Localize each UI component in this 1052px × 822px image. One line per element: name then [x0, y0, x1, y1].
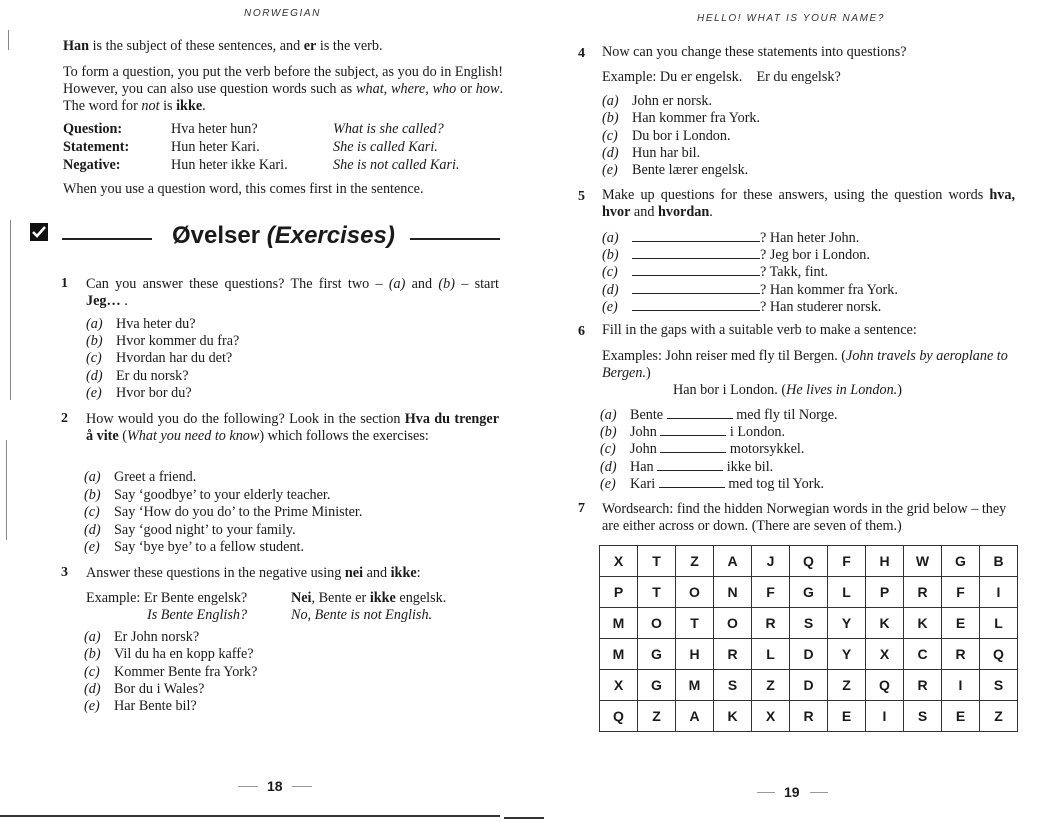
item-label: (d): [84, 680, 101, 697]
intro-paragraph-3: When you use a question word, this comes first in the sentence.: [63, 181, 424, 197]
grid-cell[interactable]: L: [828, 577, 866, 608]
grid-cell[interactable]: H: [676, 639, 714, 670]
list-item: (e) Hvor bor du?: [86, 384, 192, 401]
grid-cell[interactable]: W: [904, 546, 942, 577]
grid-cell[interactable]: Z: [676, 546, 714, 577]
grid-cell[interactable]: T: [638, 546, 676, 577]
exercise-7-number: 7: [578, 501, 585, 516]
grid-row: [600, 546, 1018, 577]
list-item: (e) Kari med tog til York.: [600, 475, 825, 492]
item-label: (b): [84, 486, 101, 503]
item-label: (c): [602, 264, 618, 281]
item-label: (e): [600, 475, 616, 492]
grid-cell[interactable]: F: [752, 577, 790, 608]
item-label: (d): [600, 458, 617, 475]
grid-cell[interactable]: N: [714, 577, 752, 608]
grid-cell[interactable]: G: [638, 670, 676, 701]
item-label: (b): [602, 247, 619, 264]
exercise-4-number: 4: [578, 46, 585, 61]
list-item: (d) Er du norsk?: [86, 367, 189, 384]
grid-cell[interactable]: S: [980, 670, 1018, 701]
section-title: Øvelser (Exercises): [172, 222, 395, 249]
item-label: (c): [84, 663, 100, 680]
grid-cell[interactable]: Z: [638, 701, 676, 732]
grid-cell[interactable]: C: [904, 639, 942, 670]
verb-blank[interactable]: [660, 440, 726, 453]
grid-cell[interactable]: X: [600, 670, 638, 701]
exercise-3-example-question: Example: Er Bente engelsk?: [86, 590, 248, 606]
answer-blank[interactable]: [632, 298, 760, 311]
grid-cell[interactable]: G: [790, 577, 828, 608]
grid-cell[interactable]: Z: [828, 670, 866, 701]
grid-cell[interactable]: R: [904, 670, 942, 701]
grid-cell[interactable]: X: [866, 639, 904, 670]
list-item: (a) ? Han heter John.: [602, 230, 860, 246]
grid-cell[interactable]: P: [600, 577, 638, 608]
grid-cell[interactable]: L: [980, 608, 1018, 639]
grid-cell[interactable]: Q: [790, 546, 828, 577]
exercise-3-example-answer: Nei, Bente er ikke engelsk.: [291, 590, 447, 606]
exercise-3-instruction: Answer these questions in the negative using nei and ikke:: [86, 565, 421, 581]
list-item: (b) Han kommer fra York.: [602, 110, 761, 127]
list-item: (b) ? Jeg bor i London.: [602, 247, 870, 264]
left-page-number: 18: [267, 778, 283, 794]
list-item: (c) Say ‘How do you do’ to the Prime Minister.: [84, 504, 363, 520]
grid-cell[interactable]: L: [752, 639, 790, 670]
grid-cell[interactable]: M: [676, 670, 714, 701]
grid-cell[interactable]: J: [752, 546, 790, 577]
grid-cell[interactable]: Y: [828, 639, 866, 670]
grid-row: [600, 608, 1018, 639]
grid-cell[interactable]: I: [866, 701, 904, 732]
answer-blank[interactable]: [632, 263, 760, 276]
grid-cell[interactable]: H: [866, 546, 904, 577]
grid-cell[interactable]: D: [790, 670, 828, 701]
margin-line: [8, 30, 9, 50]
list-item: (e) ? Han studerer norsk.: [602, 298, 882, 315]
list-item: (d) Bor du i Wales?: [84, 680, 205, 697]
right-running-header: HELLO! WHAT IS YOUR NAME?: [697, 13, 885, 24]
list-item: (b) Hvor kommer du fra?: [86, 333, 240, 350]
list-item: (a) Bente med fly til Norge.: [600, 407, 838, 423]
table-english: What is she called?: [333, 121, 444, 137]
item-label: (b): [84, 646, 101, 663]
item-label: (c): [600, 441, 616, 458]
item-label: (d): [84, 521, 101, 538]
grid-cell[interactable]: S: [714, 670, 752, 701]
item-label: (b): [600, 424, 617, 441]
grid-cell[interactable]: X: [752, 701, 790, 732]
list-item: (c) Hvordan har du det?: [86, 350, 233, 367]
left-running-header: NORWEGIAN: [244, 8, 321, 19]
list-item: (d) Say ‘good night’ to your family.: [84, 521, 296, 538]
page-dash: [810, 792, 828, 793]
item-label: (d): [602, 281, 619, 298]
grid-cell[interactable]: R: [904, 577, 942, 608]
table-english: She is not called Kari.: [333, 157, 460, 173]
margin-line: [6, 440, 7, 540]
grid-cell[interactable]: K: [714, 701, 752, 732]
list-item: (b) John i London.: [600, 424, 786, 441]
grid-cell[interactable]: Q: [600, 701, 638, 732]
list-item: (c) Kommer Bente fra York?: [84, 663, 258, 680]
item-label: (d): [602, 144, 619, 161]
table-label: Statement:: [63, 139, 130, 155]
grid-row: [600, 701, 1018, 732]
grid-cell[interactable]: I: [980, 577, 1018, 608]
verb-blank[interactable]: [657, 458, 723, 471]
exercise-7-instruction: Wordsearch: find the hidden Norwegian words in the grid below – they are either across or down. (There are seven of them.): [602, 501, 1007, 534]
intro-paragraph-2: To form a question, you put the verb before the subject, as you do in English! However, you can also use question words such as what, where, who or how. The word for not is ikke.: [63, 64, 503, 114]
bottom-edge: [504, 817, 544, 819]
grid-cell[interactable]: G: [638, 639, 676, 670]
margin-line: [10, 220, 11, 400]
exercise-2-number: 2: [61, 411, 68, 426]
grid-cell[interactable]: K: [904, 608, 942, 639]
table-label: Question:: [63, 121, 123, 137]
exercise-3-number: 3: [61, 565, 68, 580]
grid-cell[interactable]: R: [942, 639, 980, 670]
list-item: (c) Du bor i London.: [602, 127, 731, 144]
item-label: (a): [600, 407, 617, 423]
grid-cell[interactable]: S: [790, 608, 828, 639]
grid-cell[interactable]: A: [714, 546, 752, 577]
exercise-6-example-1: Examples: John reiser med fly til Bergen. (John travels by aeroplane to Bergen.): [602, 348, 1008, 381]
list-item: (d) Han ikke bil.: [600, 458, 774, 475]
grid-cell[interactable]: K: [866, 608, 904, 639]
grid-cell[interactable]: M: [600, 608, 638, 639]
grid-cell[interactable]: Q: [980, 639, 1018, 670]
grid-cell[interactable]: S: [904, 701, 942, 732]
page-dash: [292, 786, 312, 787]
checkmark-icon: [30, 223, 48, 241]
item-label: (e): [602, 298, 618, 315]
item-label: (c): [86, 350, 102, 367]
item-label: (c): [84, 504, 100, 520]
grid-cell[interactable]: O: [714, 608, 752, 639]
exercise-6-instruction: Fill in the gaps with a suitable verb to make a sentence:: [602, 322, 917, 338]
list-item: (e) Say ‘bye bye’ to a fellow student.: [84, 539, 305, 555]
exercise-1-instruction: Can you answer these questions? The first two – (a) and (b) – start Jeg… .: [86, 276, 499, 309]
exercise-1-number: 1: [61, 276, 68, 291]
table-norwegian: Hun heter Kari.: [171, 139, 260, 155]
grid-cell[interactable]: E: [828, 701, 866, 732]
item-label: (c): [602, 127, 618, 144]
exercise-5-number: 5: [578, 189, 585, 204]
item-label: (e): [84, 698, 100, 715]
list-item: (c) ? Takk, fint.: [602, 264, 829, 281]
grid-cell[interactable]: R: [752, 608, 790, 639]
item-label: (e): [602, 162, 618, 179]
verb-blank[interactable]: [660, 423, 726, 436]
grid-cell[interactable]: X: [600, 546, 638, 577]
table-label: Negative:: [63, 157, 121, 173]
grid-cell[interactable]: E: [942, 608, 980, 639]
verb-blank[interactable]: [659, 475, 725, 488]
grid-cell[interactable]: T: [676, 608, 714, 639]
list-item: (d) Hun har bil.: [602, 144, 701, 161]
grid-cell[interactable]: Y: [828, 608, 866, 639]
answer-blank[interactable]: [632, 281, 760, 294]
wordsearch-grid: [599, 545, 1018, 732]
list-item: (a) Hva heter du?: [86, 316, 196, 332]
grid-cell[interactable]: G: [942, 546, 980, 577]
title-rule-left: [62, 238, 152, 240]
grid-cell[interactable]: I: [942, 670, 980, 701]
title-rule-right: [410, 238, 500, 240]
page-dash: [757, 792, 775, 793]
grid-cell[interactable]: D: [790, 639, 828, 670]
item-label: (a): [86, 316, 103, 332]
grid-cell[interactable]: A: [676, 701, 714, 732]
item-label: (b): [86, 333, 103, 350]
list-item: (e) Har Bente bil?: [84, 698, 197, 715]
exercise-6-example-2: Han bor i London. (He lives in London.): [673, 382, 902, 398]
list-item: (d) ? Han kommer fra York.: [602, 281, 898, 298]
grid-cell[interactable]: M: [600, 639, 638, 670]
grid-cell[interactable]: F: [942, 577, 980, 608]
grid-cell[interactable]: Z: [980, 701, 1018, 732]
grid-cell[interactable]: O: [638, 608, 676, 639]
list-item: (a) John er norsk.: [602, 93, 712, 109]
item-label: (a): [84, 469, 101, 485]
grid-cell[interactable]: O: [676, 577, 714, 608]
grid-row: [600, 577, 1018, 608]
list-item: (a) Er John norsk?: [84, 629, 200, 645]
grid-row: [600, 639, 1018, 670]
grid-cell[interactable]: B: [980, 546, 1018, 577]
item-label: (e): [84, 539, 100, 555]
grid-cell[interactable]: Q: [866, 670, 904, 701]
item-label: (a): [84, 629, 101, 645]
list-item: (c) John motorsykkel.: [600, 441, 805, 458]
item-label: (a): [602, 93, 619, 109]
grid-row: [600, 670, 1018, 701]
page-dash: [238, 786, 258, 787]
exercise-5-instruction: Make up questions for these answers, using the question words hva, hvor and hvordan.: [602, 187, 1015, 220]
verb-blank[interactable]: [667, 406, 733, 419]
table-english: She is called Kari.: [333, 139, 438, 155]
grid-cell[interactable]: R: [714, 639, 752, 670]
table-norwegian: Hun heter ikke Kari.: [171, 157, 288, 173]
list-item: (b) Say ‘goodbye’ to your elderly teacher.: [84, 486, 331, 503]
answer-blank[interactable]: [632, 229, 760, 242]
answer-blank[interactable]: [632, 246, 760, 259]
list-item: (a) Greet a friend.: [84, 469, 197, 485]
grid-cell[interactable]: F: [828, 546, 866, 577]
grid-cell[interactable]: T: [638, 577, 676, 608]
grid-cell[interactable]: E: [942, 701, 980, 732]
list-item: (b) Vil du ha en kopp kaffe?: [84, 646, 254, 663]
exercise-3-example-answer-en: No, Bente is not English.: [291, 607, 433, 623]
intro-paragraph-1: Han is the subject of these sentences, and er is the verb.: [63, 38, 383, 54]
bottom-edge: [0, 815, 500, 817]
item-label: (b): [602, 110, 619, 127]
exercise-4-instruction: Now can you change these statements into questions?: [602, 44, 907, 60]
item-label: (a): [602, 230, 619, 246]
exercise-3-example-question-en: Is Bente English?: [147, 607, 248, 623]
grid-cell[interactable]: R: [790, 701, 828, 732]
item-label: (d): [86, 367, 103, 384]
exercise-4-example: Example: Du er engelsk. Er du engelsk?: [602, 69, 841, 85]
exercise-2-instruction: How would you do the following? Look in the section Hva du trenger å vite (What you need to know) which follows the exercises:: [86, 411, 499, 444]
item-label: (e): [86, 384, 102, 401]
grid-cell[interactable]: P: [866, 577, 904, 608]
right-page-number: 19: [784, 784, 800, 800]
grid-cell[interactable]: Z: [752, 670, 790, 701]
exercise-6-number: 6: [578, 324, 585, 339]
list-item: (e) Bente lærer engelsk.: [602, 162, 749, 179]
table-norwegian: Hva heter hun?: [171, 121, 258, 137]
